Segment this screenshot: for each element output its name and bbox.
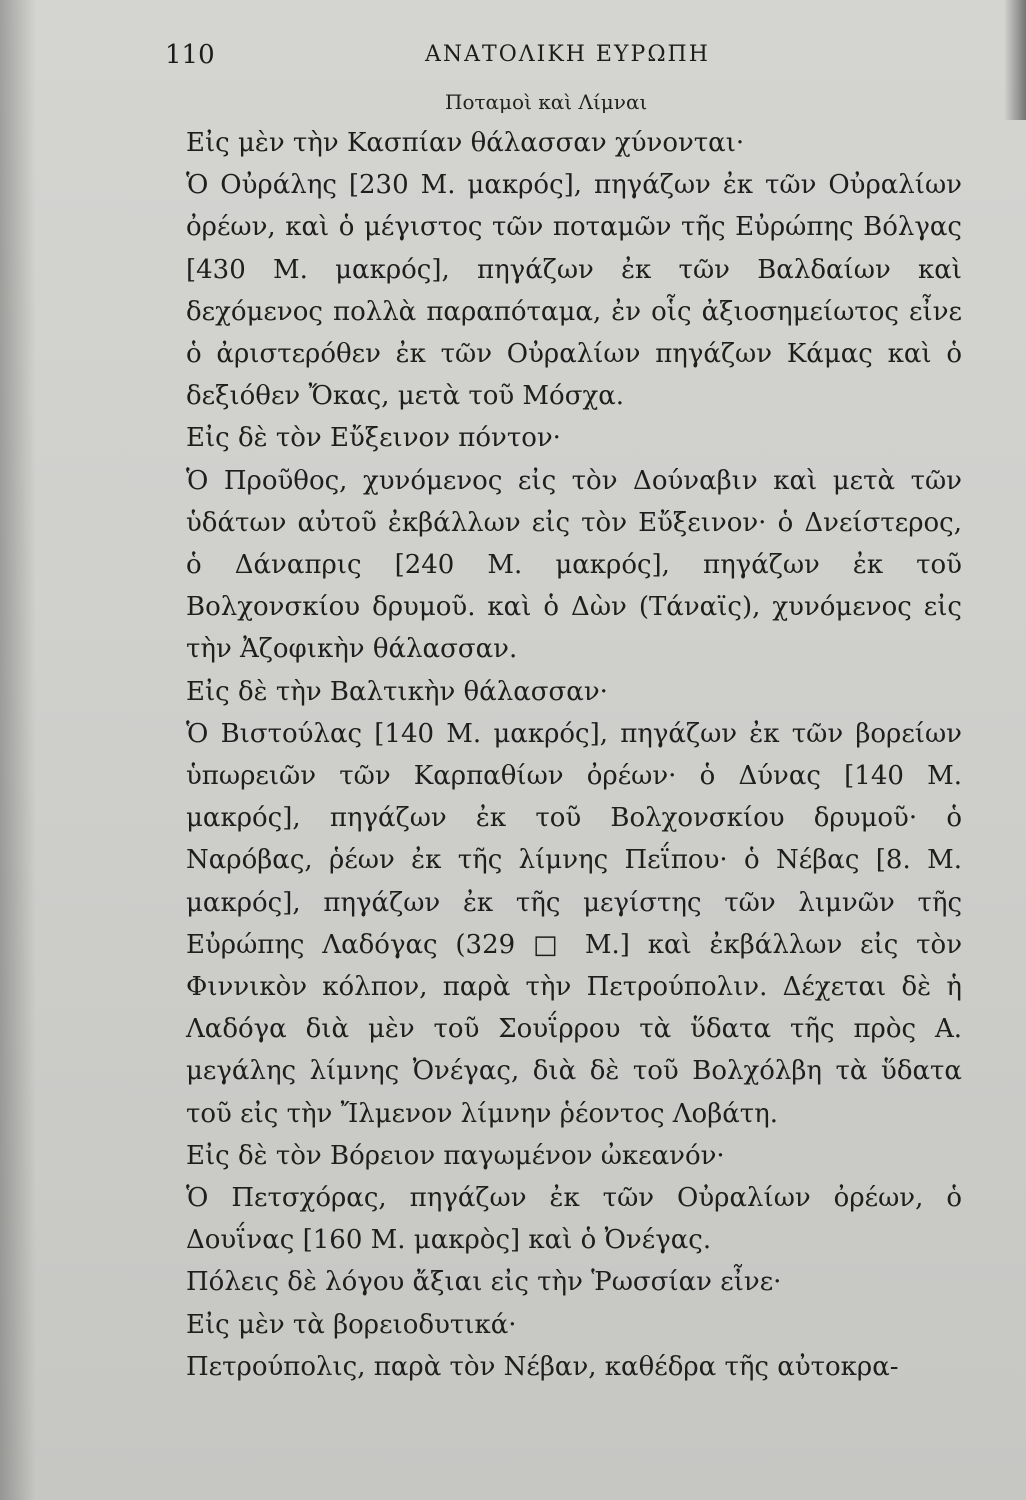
paragraph: Εἰς μὲν τὴν Κασπίαν θάλασσαν χύνονται· bbox=[186, 128, 745, 158]
edge-shadow bbox=[1004, 0, 1026, 120]
paragraph: Εἰς δὲ τὴν Βαλτικὴν θάλασσαν· bbox=[186, 676, 608, 707]
paragraph: Ὁ Πετσχόρας, πηγάζων ἐκ τῶν Οὐραλίων ὀρέων, ὁ Δουΐνας [160 Μ. μακρὸς] καὶ ὁ Ὀνέγας. bbox=[186, 1183, 962, 1256]
paragraph: Ὁ Προῦθος, χυνόμενος εἰς τὸν Δούναβιν καὶ μετὰ τῶν ὑδάτων αὐτοῦ ἐκβάλλων εἰς τὸν Εὔξεινον· ὁ Δνείστερος, ὁ Δάναπρις [240 Μ. μακρός], πηγάζων ἐκ τοῦ Βολχονσκίου δρυμοῦ. καὶ ὁ Δὼν (Τάναϊς), χυνόμενος εἰς τὴν Ἀζοφικὴν θάλασσαν. bbox=[186, 465, 962, 665]
paragraph: Πόλεις δὲ λόγου ἄξιαι εἰς τὴν Ῥωσσίαν εἶνε· bbox=[186, 1267, 782, 1298]
binding-shadow bbox=[0, 0, 36, 1500]
paragraph: Ὁ Βιστούλας [140 Μ. μακρός], πηγάζων ἐκ τῶν βορείων ὑπωρειῶν τῶν Καρπαθίων ὀρέων· ὁ Δύνας [140 Μ. μακρός], πηγάζων ἐκ τοῦ Βολχονσκίου δρυμοῦ· ὁ Ναρόβας, ῥέων ἐκ τῆς λίμνης Πεΐπου· ὁ Νέβας [8. Μ. μακρός], πηγάζων ἐκ τῆς μεγίστης τῶν λιμνῶν τῆς Εὐρώπης Λαδόγας (329 □ Μ.] καὶ ἐκβάλλων εἰς τὸν Φιννικὸν κόλπον, παρὰ τὴν Πετρούπολιν. Δέχεται δὲ ἡ Λαδόγα διὰ μὲν τοῦ Σουΐρρου τὰ ὕδατα τῆς πρὸς Α. μεγάλης λίμνης Ὀνέγας, διὰ δὲ τοῦ Βολχόλβη τὰ ὕδατα τοῦ εἰς τὴν Ἴλμενον λίμνην ῥέοντος Λοβάτη. bbox=[186, 718, 962, 1129]
paragraph: Εἰς δὲ τὸν Βόρειον παγωμένον ὠκεανόν· bbox=[186, 1140, 725, 1171]
page-number: 110 bbox=[165, 40, 215, 70]
section-title: Ποταμοὶ καὶ Λίμναι bbox=[445, 90, 648, 114]
paragraph: Πετρούπολις, παρὰ τὸν Νέβαν, καθέδρα τῆς αὐτοκρα- bbox=[186, 1351, 899, 1382]
body-text bbox=[186, 122, 962, 1388]
paragraph: Ὁ Οὐράλης [230 Μ. μακρός], πηγάζων ἐκ τῶν Οὐραλίων ὀρέων, καὶ ὁ μέγιστος τῶν ποταμῶν τῆς Εὐρώπης Βόλγας [430 Μ. μακρός], πηγάζων ἐκ τῶν Βαλδαίων καὶ δεχόμενος πολλὰ παραπόταμα, ἐν οἷς ἀξιοσημείωτος εἶνε ὁ ἀριστερόθεν ἐκ τῶν Οὐραλίων πηγάζων Κάμας καὶ ὁ δεξιόθεν Ὄκας, μετὰ τοῦ Μόσχα. bbox=[186, 170, 962, 412]
running-title: ΑΝΑΤΟΛΙΚΗ ΕΥΡΩΠΗ bbox=[425, 42, 710, 67]
paragraph: Εἰς μὲν τὰ βορειοδυτικά· bbox=[186, 1309, 517, 1340]
paragraph: Εἰς δὲ τὸν Εὔξεινον πόντον· bbox=[186, 423, 561, 454]
page-header bbox=[165, 40, 956, 80]
